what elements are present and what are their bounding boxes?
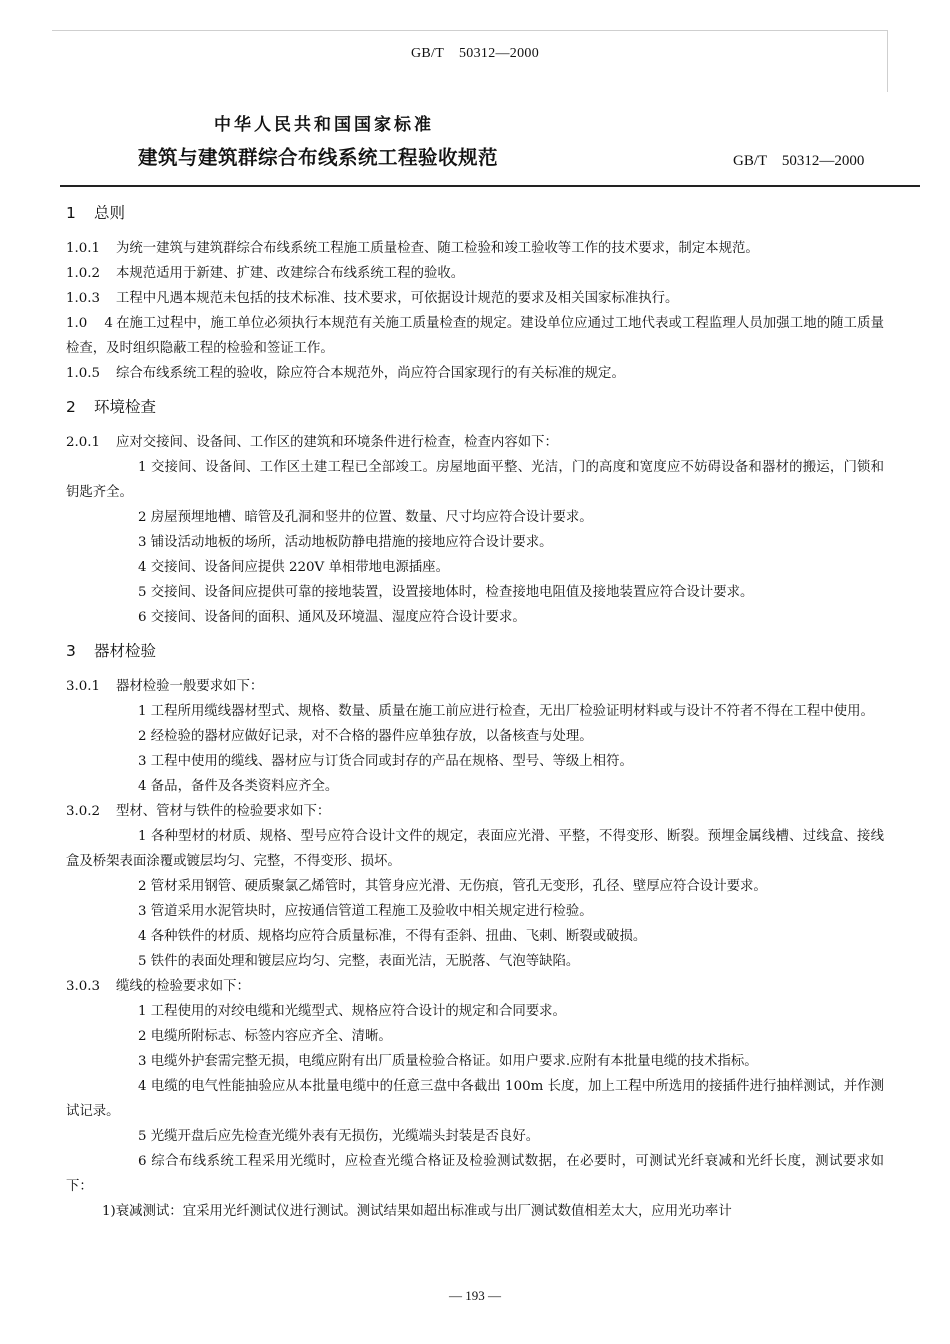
clause-number: 1 <box>138 829 147 844</box>
section-heading <box>66 200 884 226</box>
clause-text: 综合布线系统工程的验收，除应符合本规范外，尚应符合国家现行的有关标准的规定。 <box>116 366 625 381</box>
clause-paragraph <box>66 974 884 999</box>
clause-paragraph <box>66 286 884 311</box>
clause-text: 光缆开盘后应先检查光缆外表有无损伤，光缆端头封装是否良好。 <box>150 1129 540 1144</box>
section-number: 2 <box>66 398 76 416</box>
clause-text: 管道采用水泥管块时，应按通信管道工程施工及验收中相关规定进行检验。 <box>150 904 593 919</box>
clause-number: 3.0.2 <box>66 804 101 819</box>
clause-number: 4 <box>138 779 147 794</box>
clause-paragraph <box>66 1074 884 1124</box>
clause-text: 电缆外护套需完整无损，电缆应附有出厂质量检验合格证。如用户要求.应附有本批量电缆的技术指标。 <box>150 1054 758 1069</box>
clause-text: 铁件的表面处理和镀层应均匀、完整，表面光洁，无脱落、气泡等缺陷。 <box>150 954 580 969</box>
clause-text: 各种铁件的材质、规格均应符合质量标准，不得有歪斜、扭曲、飞刺、断裂或破损。 <box>150 929 647 944</box>
clause-number: 2.0.1 <box>66 435 101 450</box>
clause-paragraph <box>66 749 884 774</box>
clause-number: 5 <box>138 585 147 600</box>
document-body <box>66 198 884 1230</box>
clause-number: 6 <box>138 1154 147 1169</box>
clause-paragraph <box>66 430 884 455</box>
clause-paragraph <box>66 261 884 286</box>
clause-text: 缆线的检验要求如下： <box>116 979 250 994</box>
clause-number: 3 <box>138 904 147 919</box>
clause-paragraph <box>66 605 884 630</box>
clause-text: 综合布线系统工程采用光缆时，应检查光缆合格证及检验测试数据，在必要时，可测试光纤衰减和光纤长度，测试要求如下： <box>66 1154 884 1194</box>
section-gap <box>66 630 884 636</box>
clause-paragraph <box>66 724 884 749</box>
clause-paragraph <box>66 674 884 699</box>
clause-number: 2 <box>138 1029 147 1044</box>
national-standard-title: 中华人民共和国国家标准 <box>214 115 434 135</box>
section-heading <box>66 394 884 420</box>
standard-title: 建筑与建筑群综合布线系统工程验收规范 <box>138 146 499 169</box>
section-gap <box>66 1224 884 1230</box>
clause-text: 工程中使用的缆线、器材应与订货合同或封存的产品在规格、型号、等级上相符。 <box>150 754 633 769</box>
clause-paragraph <box>66 874 884 899</box>
clause-number: 2 <box>138 729 147 744</box>
clause-paragraph <box>66 899 884 924</box>
clause-paragraph <box>66 1149 884 1199</box>
section-title: 环境检查 <box>94 398 157 416</box>
clause-paragraph <box>66 924 884 949</box>
clause-paragraph <box>66 699 884 724</box>
section-title: 总则 <box>94 204 126 222</box>
header-rule <box>52 30 888 31</box>
clause-paragraph <box>66 580 884 605</box>
clause-paragraph <box>66 455 884 505</box>
clause-number: 1.0.1 <box>66 241 101 256</box>
clause-number: 4 <box>138 929 147 944</box>
clause-paragraph <box>66 311 884 361</box>
clause-text: 管材采用钢管、硬质聚氯乙烯管时，其管身应光滑、无伤痕，管孔无变形，孔径、壁厚应符合设计要求。 <box>150 879 767 894</box>
clause-text: 为统一建筑与建筑群综合布线系统工程施工质量检查、随工检验和竣工验收等工作的技术要求，制定本规范。 <box>116 241 759 256</box>
clause-number: 5 <box>138 954 147 969</box>
clause-paragraph <box>66 505 884 530</box>
clause-text: 电缆所附标志、标签内容应齐全、清晰。 <box>150 1029 392 1044</box>
clause-number: 3.0.1 <box>66 679 101 694</box>
clause-number: 1.0.2 <box>66 266 101 281</box>
clause-paragraph <box>66 1124 884 1149</box>
clause-number: 1 <box>138 1004 147 1019</box>
clause-paragraph <box>66 1049 884 1074</box>
clause-text: 交接间、设备间应提供 220V 单相带地电源插座。 <box>150 560 449 575</box>
clause-paragraph <box>66 361 884 386</box>
clause-text: 应对交接间、设备间、工作区的建筑和环境条件进行检查，检查内容如下： <box>116 435 558 450</box>
clause-text: 铺设活动地板的场所，活动地板防静电措施的接地应符合设计要求。 <box>150 535 553 550</box>
clause-text: 房屋预埋地槽、暗管及孔洞和竖井的位置、数量、尺寸均应符合设计要求。 <box>150 510 593 525</box>
clause-number: 4 <box>138 560 147 575</box>
clause-text: 本规范适用于新建、扩建、改建综合布线系统工程的验收。 <box>116 266 465 281</box>
clause-text: 交接间、设备间的面积、通风及环境温、湿度应符合设计要求。 <box>150 610 526 625</box>
clause-text: 备品，备件及各类资料应齐全。 <box>150 779 339 794</box>
clause-text: 交接间、设备间应提供可靠的接地装置，设置接地体时，检查接地电阻值及接地装置应符合设计要求。 <box>150 585 754 600</box>
clause-number: 3 <box>138 754 147 769</box>
clause-text: 型材、管材与铁件的检验要求如下： <box>116 804 331 819</box>
clause-text: 各种型材的材质、规格、型号应符合设计文件的规定，表面应光滑、平整，不得变形、断裂。预埋金属线槽、过线盒、接线盒及桥架表面涂覆或镀层均匀、完整，不得变形、损坏。 <box>66 829 884 869</box>
clause-number: 1) <box>102 1204 116 1219</box>
clause-paragraph <box>66 774 884 799</box>
clause-number: 2 <box>138 510 147 525</box>
clause-paragraph <box>66 799 884 824</box>
clause-paragraph <box>66 999 884 1024</box>
clause-number: 1.0 4 <box>66 316 113 331</box>
clause-number: 1 <box>138 460 147 475</box>
clause-number: 1.0.5 <box>66 366 101 381</box>
title-rule <box>60 185 920 187</box>
section-title: 器材检验 <box>94 642 157 660</box>
clause-text: 交接间、设备间、工作区土建工程已全部竣工。房屋地面平整、光洁，门的高度和宽度应不妨碍设备和器材的搬运，门锁和钥匙齐全。 <box>66 460 884 500</box>
clause-number: 5 <box>138 1129 147 1144</box>
standard-code: GB/T 50312—2000 <box>733 153 865 169</box>
clause-text: 器材检验一般要求如下： <box>116 679 264 694</box>
clause-text: 工程所用缆线器材型式、规格、数量、质量在施工前应进行检查，无出厂检验证明材料或与设计不符者不得在工程中使用。 <box>150 704 874 719</box>
clause-number: 4 <box>138 1079 147 1094</box>
clause-number: 3.0.3 <box>66 979 101 994</box>
clause-text: 在施工过程中，施工单位必须执行本规范有关施工质量检查的规定。建设单位应通过工地代表或工程监理人员加强工地的随工质量检查，及时组织隐蔽工程的检验和签证工作。 <box>66 316 884 356</box>
clause-number: 1.0.3 <box>66 291 101 306</box>
running-header-code: GB/T 50312—2000 <box>410 46 540 61</box>
section-heading <box>66 638 884 664</box>
clause-paragraph <box>66 1024 884 1049</box>
clause-text: 电缆的电气性能抽验应从本批量电缆中的任意三盘中各截出 100m 长度，加上工程中所选用的接插件进行抽样测试，并作测试记录。 <box>66 1079 884 1119</box>
clause-text: 经检验的器材应做好记录，对不合格的器件应单独存放，以备核查与处理。 <box>150 729 593 744</box>
clause-paragraph <box>66 1199 884 1224</box>
clause-text: 衰减测试：宜采用光纤测试仪进行测试。测试结果如超出标准或与出厂测试数值相差太大，应用光功率计 <box>115 1204 732 1219</box>
section-gap <box>66 386 884 392</box>
clause-number: 1 <box>138 704 147 719</box>
clause-number: 3 <box>138 535 147 550</box>
section-number: 3 <box>66 642 76 660</box>
clause-number: 6 <box>138 610 147 625</box>
clause-paragraph <box>66 949 884 974</box>
clause-paragraph <box>66 824 884 874</box>
clause-paragraph <box>66 555 884 580</box>
clause-text: 工程中凡遇本规范未包括的技术标准、技术要求，可依据设计规范的要求及相关国家标准执行。 <box>116 291 679 306</box>
clause-number: 3 <box>138 1054 147 1069</box>
clause-text: 工程使用的对绞电缆和光缆型式、规格应符合设计的规定和合同要求。 <box>150 1004 566 1019</box>
clause-paragraph <box>66 236 884 261</box>
clause-paragraph <box>66 530 884 555</box>
clause-number: 2 <box>138 879 147 894</box>
page-number: — 193 — <box>449 1288 501 1303</box>
section-number: 1 <box>66 204 76 222</box>
